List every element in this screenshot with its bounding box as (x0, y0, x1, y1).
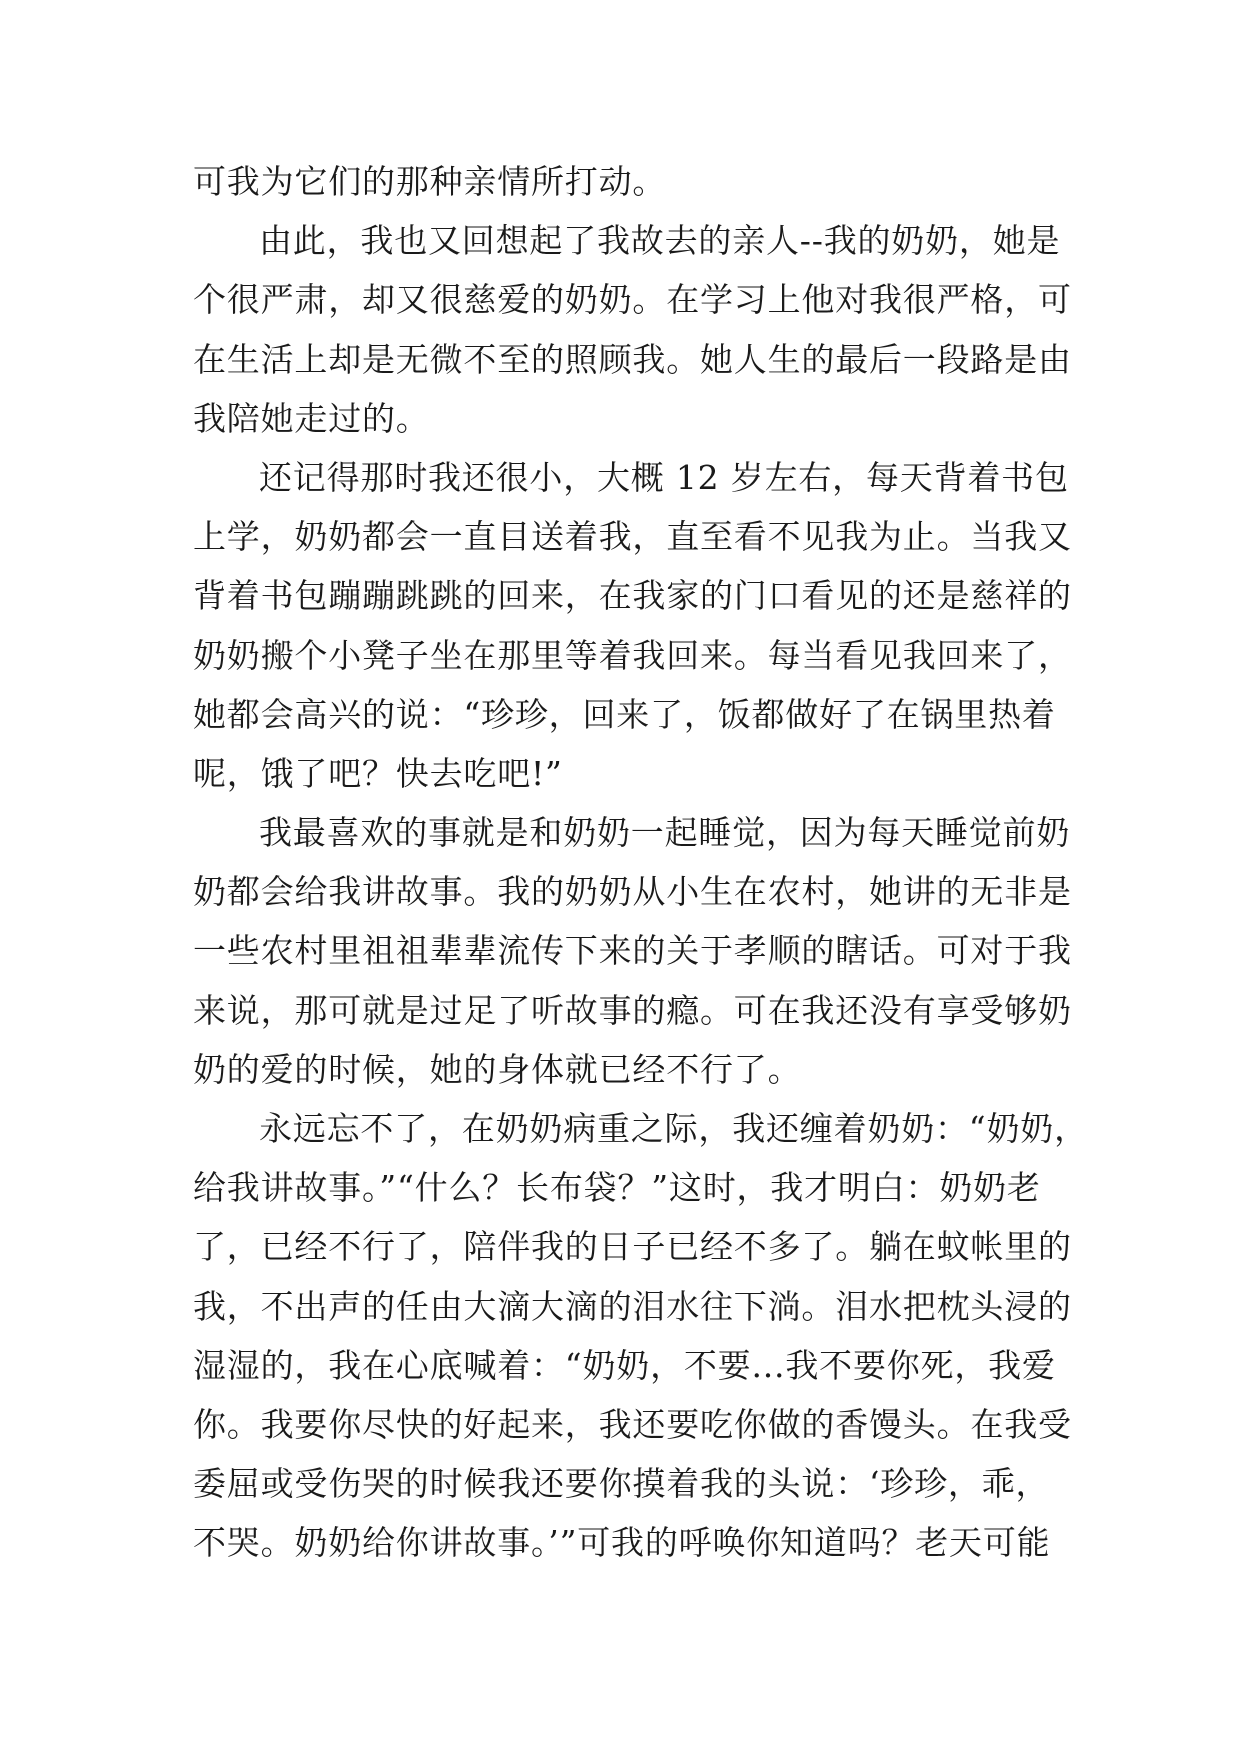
text-line: 奶的爱的时候，她的身体就已经不行了。 (193, 1049, 802, 1089)
text-line: 在生活上却是无微不至的照顾我。她人生的最后一段路是由 (193, 339, 1072, 379)
text-line: 我陪她走过的。 (193, 398, 430, 438)
text-line: 她都会高兴的说：“珍珍，回来了，饭都做好了在锅里热着 (193, 694, 1056, 734)
text-line: 可我为它们的那种亲情所打动。 (193, 162, 667, 201)
text-line: 我，不出声的任由大滴大滴的泪水往下淌。泪水把枕头浸的 (193, 1286, 1072, 1326)
text-line: 给我讲故事。”“什么？长布袋？”这时，我才明白：奶奶老 (193, 1168, 1041, 1208)
text-line: 一些农村里祖祖辈辈流传下来的关于孝顺的瞎话。可对于我 (193, 931, 1072, 971)
text-line: 上学，奶奶都会一直目送着我，直至看不见我为止。当我又 (193, 517, 1072, 557)
paragraph-first-line: 由此，我也又回想起了我故去的亲人--我的奶奶，她是 (259, 221, 1061, 261)
text-line: 不哭。奶奶给你讲故事。’”可我的呼唤你知道吗？老天可能 (193, 1523, 1051, 1563)
text-line: 呢，饿了吧？快去吃吧!” (193, 753, 563, 793)
paragraph-first-line: 还记得那时我还很小，大概 12 岁左右，每天背着书包 (259, 457, 1069, 497)
paragraph-first-line: 永远忘不了，在奶奶病重之际，我还缠着奶奶：“奶奶， (259, 1109, 1088, 1148)
text-line: 奶奶搬个小凳子坐在那里等着我回来。每当看见我回来了， (193, 635, 1072, 675)
paragraph-first-line: 我最喜欢的事就是和奶奶一起睡觉，因为每天睡觉前奶 (259, 813, 1071, 853)
text-line: 来说，那可就是过足了听故事的瘾。可在我还没有享受够奶 (193, 990, 1072, 1030)
text-line: 个很严肃，却又很慈爱的奶奶。在学习上他对我很严格，可 (193, 280, 1072, 320)
text-line: 奶都会给我讲故事。我的奶奶从小生在农村，她讲的无非是 (193, 872, 1072, 912)
text-line: 湿湿的，我在心底喊着：“奶奶，不要...我不要你死，我爱 (193, 1345, 1056, 1385)
text-line: 背着书包蹦蹦跳跳的回来，在我家的门口看见的还是慈祥的 (193, 576, 1072, 616)
text-line: 你。我要你尽快的好起来，我还要吃你做的香馒头。在我受 (193, 1404, 1072, 1444)
text-line: 了，已经不行了，陪伴我的日子已经不多了。躺在蚊帐里的 (193, 1227, 1072, 1267)
body-text (193, 152, 1088, 1573)
text-line: 委屈或受伤哭的时候我还要你摸着我的头说：‘珍珍，乖， (193, 1464, 1050, 1504)
